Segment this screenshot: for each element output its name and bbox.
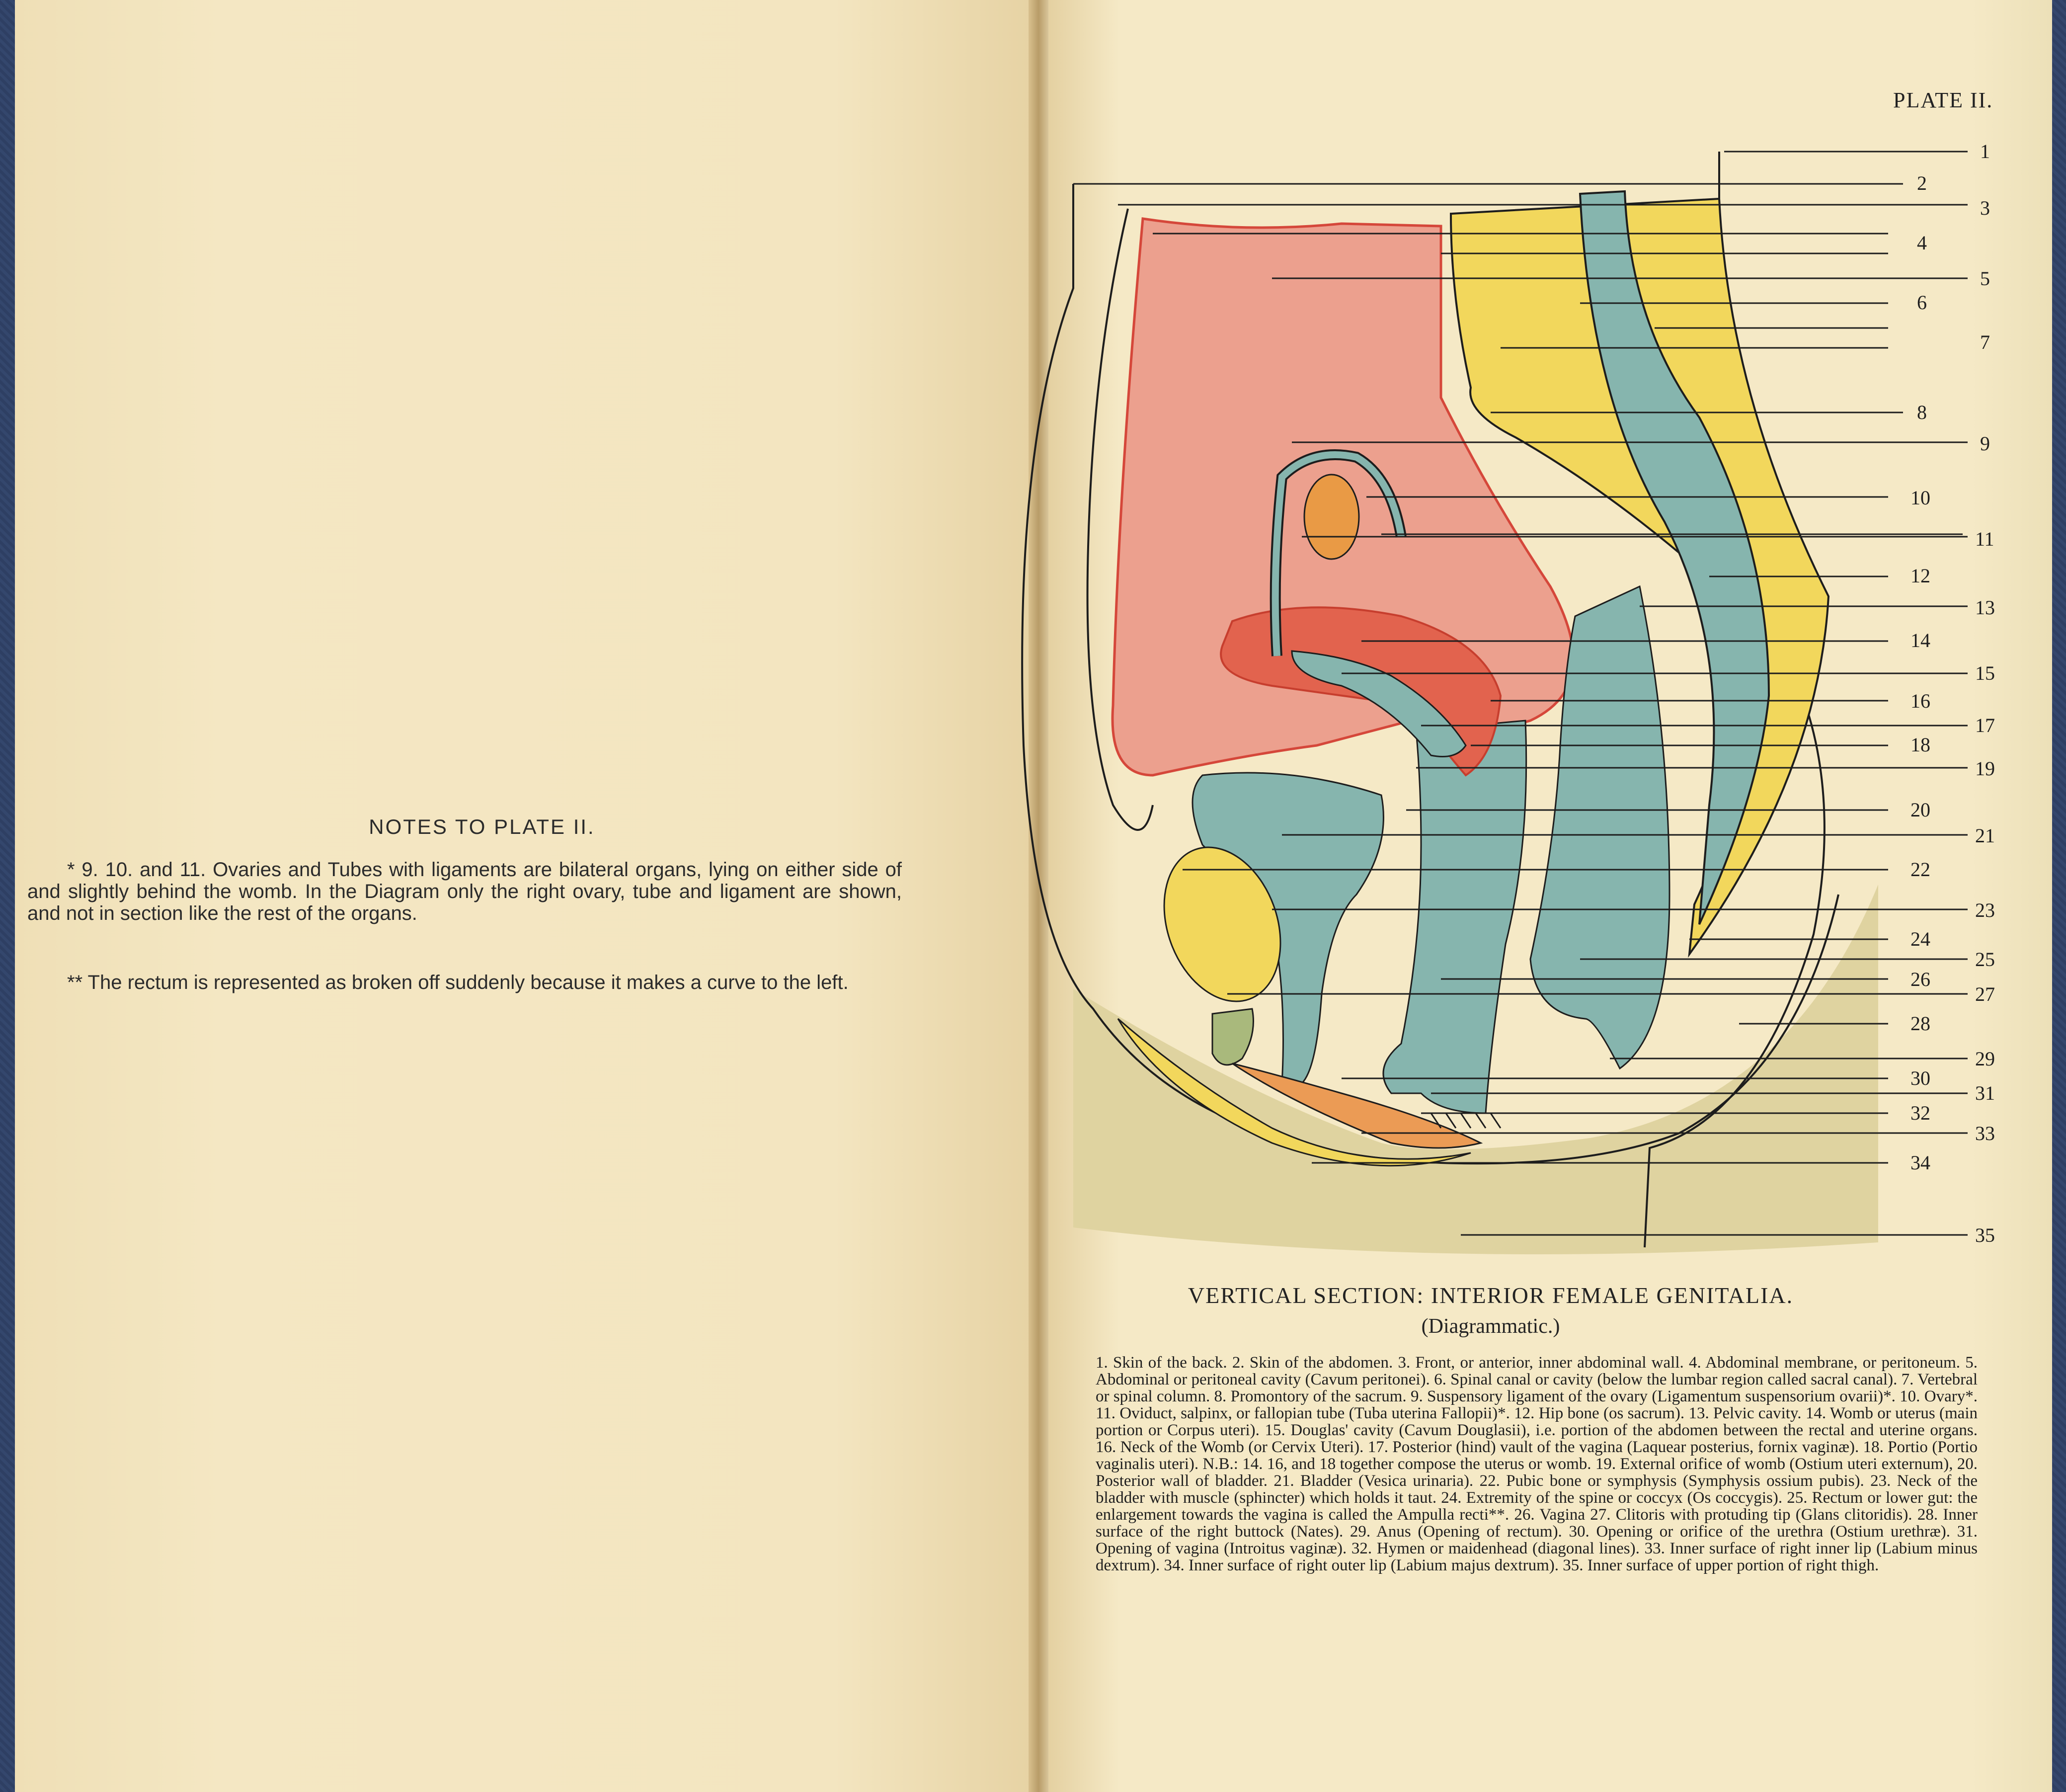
label-4: 4 [1917,232,1927,254]
label-23: 23 [1975,899,1995,921]
label-1: 1 [1980,140,1990,163]
label-11: 11 [1975,528,1994,550]
label-20: 20 [1910,799,1930,821]
label-17: 17 [1975,714,1995,736]
label-24: 24 [1910,928,1930,950]
plate-caption-title: VERTICAL SECTION: INTERIOR FEMALE GENITALIA. [1188,1283,1794,1308]
label-35: 35 [1975,1224,1995,1246]
plate-caption-subtitle: (Diagrammatic.) [1421,1315,1560,1338]
label-22: 22 [1910,858,1930,881]
label-18: 18 [1910,733,1930,756]
label-19: 19 [1975,757,1995,780]
label-29: 29 [1975,1048,1995,1070]
label-25: 25 [1975,948,1995,971]
label-8: 8 [1917,401,1927,423]
label-14: 14 [1910,629,1930,652]
label-9: 9 [1980,432,1990,455]
label-7: 7 [1980,331,1990,353]
label-10: 10 [1910,487,1930,509]
label-16: 16 [1910,690,1930,712]
label-13: 13 [1975,596,1995,619]
label-12: 12 [1910,565,1930,587]
clitoris [1212,1009,1254,1065]
label-30: 30 [1910,1067,1930,1089]
label-21: 21 [1975,824,1995,847]
label-33: 33 [1975,1122,1995,1144]
notes-title: NOTES TO PLATE II. [369,815,595,838]
label-6: 6 [1917,291,1927,314]
label-3: 3 [1980,197,1990,219]
label-5: 5 [1980,267,1990,290]
plate-label: PLATE II. [1893,88,1993,112]
label-28: 28 [1910,1012,1930,1035]
label-15: 15 [1975,662,1995,684]
diagram-legend: 1. Skin of the back. 2. Skin of the abdomen. 3. Front, or anterior, inner abdominal wall. 4. Abdominal membrane, or peritoneum. 5. Abdominal or peritoneal cavity (Cavum peritonei). 6. Spinal canal or cavity (below the lumbar region called sacral canal). 7. Vertebral or spinal column. 8. Promontory of the sacrum. 9. Suspensory ligament of the ovary (Ligamentum suspensorium ovarii)*. 10. Ovary*. 11. Oviduct, salpinx, or fallopian tube (Tuba uterina Fallopii)*. 12. Hip bone (os sacrum). 13. Pelvic cavity. 14. Womb or uterus (main portion or Corpus uteri). 15. Douglas' cavity (Cavum Douglasii), i.e. portion of the abdomen between the rectal and uterine organs. 16. Neck of the Womb (or Cervix Uteri). 17. Posterior (hind) vault of the vagina (Laquear posterius, fornix vaginæ). 18. Portio (Portio vaginalis uteri). N.B.: 14. 16, and 18 together compose the uterus or womb. 19. External orifice of womb (Ostium uteri externum), 20. Posterior wall of bladder. 21. Bladder (Vesica urinaria). 22. Pubic bone or symphysis (Symphysis ossium pubis). 23. Neck of the bladder with muscle (sphincter) which holds it taut. 24. Extremity of the spine or coccyx (Os coccygis). 25. Rectum or lower gut: the enlargement towards the vagina is called the Ampulla recti**. 26. Vagina 27. Clitoris with protuding tip (Glans clitoridis). 28. Inner surface of the right buttock (Nates). 29. Anus (Opening of rectum). 30. Opening or orifice of the urethra (Ostium urethræ). 31. Opening of vagina (Introitus vaginæ). 32. Hymen or maidenhead (diagonal lines). 33. Inner surface of right inner lip (Labium minus dextrum). 34. Inner surface of right outer lip (Labium majus dextrum). 35. Inner surface of upper portion of right thigh. [1096,1354,1978,1574]
label-34: 34 [1910,1151,1930,1174]
label-27: 27 [1975,983,1995,1005]
ovary [1304,475,1359,559]
vagina [1383,721,1526,1113]
label-2: 2 [1917,172,1927,194]
label-26: 26 [1910,968,1930,990]
label-32: 32 [1910,1102,1930,1124]
label-31: 31 [1975,1082,1995,1104]
notes-paragraph-1: * 9. 10. and 11. Ovaries and Tubes with ligaments are bilateral organs, lying on either side of and slightly behind the womb. In the Diagram only the right ovary, tube and ligament are shown, and not in section like the rest of the organs. [27,859,902,924]
notes-paragraph-2: ** The rectum is represented as broken off suddenly because it makes a curve to the left. [67,972,849,993]
